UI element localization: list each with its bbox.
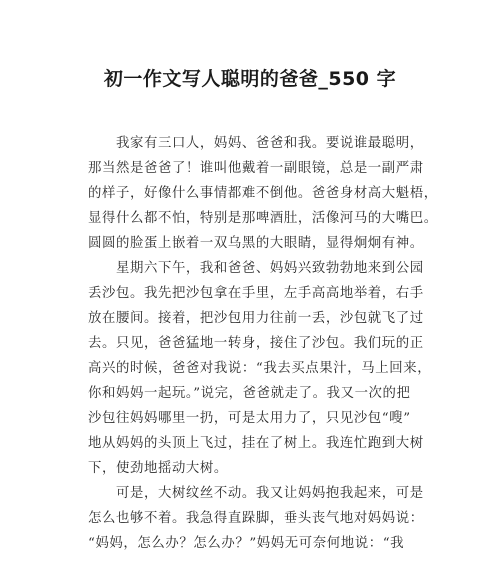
text-line: 下，使劲地摇动大树。 (88, 461, 228, 476)
text-line: 去。只见，爸爸猛地一转身，接住了沙包。我们玩的正 (88, 336, 424, 351)
text-line: 高兴的时候，爸爸对我说：“我去买点果汁，马上回来， (88, 361, 432, 376)
article-body (88, 131, 438, 556)
text-line: 地从妈妈的头顶上飞过，挂在了树上。我连忙跑到大树 (88, 436, 424, 451)
text-line: 星期六下午，我和爸爸、妈妈兴致勃勃地来到公园 (88, 261, 424, 276)
text-line: 沙包往妈妈哪里一扔，可是太用力了，只见沙包“嗖” (88, 411, 411, 426)
text-line: 可是，大树纹丝不动。我又让妈妈抱我起来，可是 (88, 486, 424, 501)
text-line: 你和妈妈一起玩。”说完，爸爸就走了。我又一次的把 (88, 386, 411, 401)
document-title: 初一作文写人聪明的爸爸_550 字 (103, 68, 397, 90)
text-line: 丢沙包。我先把沙包拿在手里，左手高高地举着，右手 (88, 286, 424, 301)
text-line: 显得什么都不怕，特别是那啤酒肚，活像河马的大嘴巴。 (88, 211, 438, 226)
text-line: 放在腰间。接着，把沙包用力往前一丢，沙包就飞了过 (88, 311, 424, 326)
text-line: 那当然是爸爸了！谁叫他戴着一副眼镜，总是一副严肃 (88, 161, 424, 176)
text-line: 怎么也够不着。我急得直跺脚，垂头丧气地对妈妈说： (88, 511, 424, 526)
text-line: 我家有三口人，妈妈、爸爸和我。要说谁最聪明， (88, 136, 424, 151)
text-line: 的样子，好像什么事情都难不倒他。爸爸身材高大魁梧， (88, 186, 438, 201)
text-line: “妈妈，怎么办？怎么办？”妈妈无可奈何地说：“我 (88, 536, 405, 551)
text-line: 圆圆的脸蛋上嵌着一双乌黑的大眼睛，显得炯炯有神。 (88, 236, 424, 251)
